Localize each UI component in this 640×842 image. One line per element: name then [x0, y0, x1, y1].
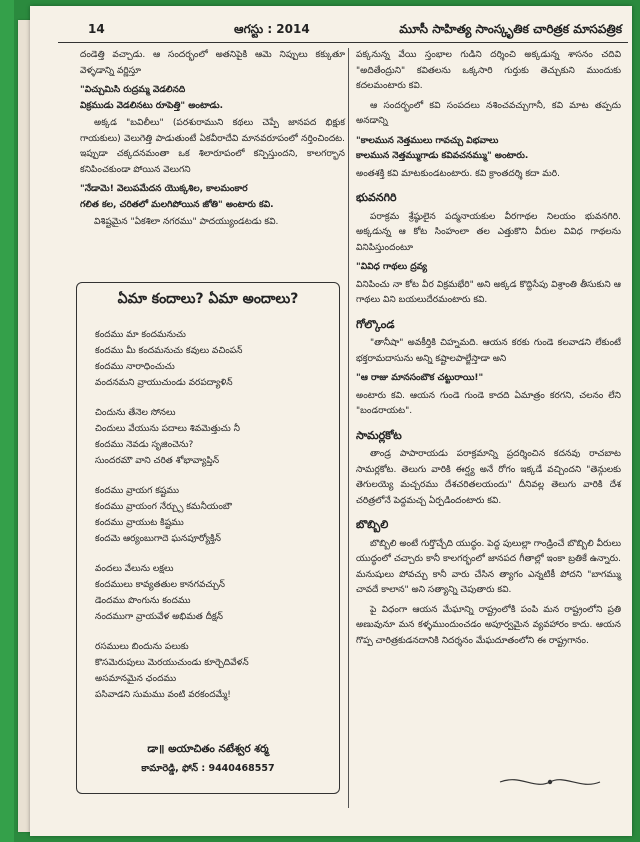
- poem-line: సుందరమౌ వాని చరిత శోభావ్యాప్తిన్: [95, 456, 220, 466]
- paragraph: దండెత్తి వచ్చాడు. ఆ సందర్భంలో అతనిపైకి ఆమె నిప్పులు కక్కుతూ వెళ్ళడాన్ని వర్ణిస్తూ: [80, 50, 345, 76]
- section-text: పరాక్రమ శ్రేష్ఠులైన పద్మనాయకుల వీరగాథల నిలయం భువనగిరి. అక్కడున్న ఆ కోట సింహంలా తల ఎత్తుకొని వీరుల వివిధ గాథలను వినిపిస్తుందంటూ: [356, 211, 621, 253]
- poem-line: పసివాడని సుమము వంటి వరకందమ్మే!: [95, 690, 231, 700]
- verse-line: "విచ్చుమిసి రుద్రమ్మ వెడలినది: [80, 85, 186, 95]
- verse-quote: [80, 182, 345, 213]
- left-column: [80, 48, 345, 235]
- poem-line: వందనమని వ్రాయుచుండు వరపద్యాళిన్: [95, 378, 233, 388]
- poem-line: కందము నారాధించుచు: [95, 362, 175, 372]
- poem-box: [76, 282, 340, 794]
- poem-line: డెందము పొంగును కందము: [95, 596, 191, 606]
- poem-stanza: [95, 561, 331, 625]
- verse-line: "నేడామె! వెలుపమేదన యొక్కశిల, కాలమంకార: [80, 184, 248, 194]
- poem-line: వందలు వేలును లక్షలు: [95, 564, 174, 574]
- section-text: బొబ్బిలి అంటే గుర్తొచ్చేది యుద్ధం. పెద్ద పులుల్లా గాండ్రించే బొబ్బిలి వీరులు యుద్ధంలో చచ్చారు కానీ కాలగర్భంలో జానపద గీతాల్లో ఇంకా బ్రతికే ఉన్నారు. మనుషులు పోవచ్చు కానీ వారు చేసిన త్యాగం ఎన్నటికీ పోదని "బాగమ్ము చావదే కాలాన" అని సత్యాన్ని చెపుతారు కవి.: [356, 538, 621, 595]
- green-binding-strip: [0, 0, 14, 842]
- page-header: [58, 20, 628, 43]
- poem-line: కొసమెరుపులు మెరయుచుండు కూర్చెదివేళన్: [95, 658, 249, 668]
- poem-line: కందము వ్రాయుట కిష్టము: [95, 518, 184, 528]
- section-text: "తానీషా" అవకీర్తికి చిహ్నమది. ఆయన కరకు గుండె కలవాడని లేకుంటే భక్తరామదాసును అన్ని కష్టాలపాల్జేస్తాడా అని: [356, 338, 621, 364]
- paragraph: విశిష్టమైన "ఏకశిలా నగరము" పాదయ్యుండటడు కవి.: [94, 217, 279, 227]
- verse-line: గలిత కల, చరితలో మలగిపోయిన జోతి" అంటారు కవి.: [80, 199, 274, 210]
- verse-quote: [80, 83, 345, 114]
- poem-title: ఏమా కందాలు? ఏమా అందాలు?: [117, 291, 299, 307]
- poem-line: కందము మా కందమనుచు: [95, 330, 186, 340]
- section-heading: గోల్కొండ: [356, 317, 395, 331]
- poem-line: కందము వ్రాయగ కష్టము: [95, 486, 179, 496]
- page-number: 14: [88, 22, 105, 36]
- poem-line: నందముగా వ్రాయవేళ అభిమత దీక్షన్: [95, 612, 223, 622]
- issue-date: ఆగస్టు : 2014: [234, 22, 310, 36]
- poem-stanza: [95, 639, 331, 703]
- poem-line: కందమె ఆర్యంబుగాదె ఘనపూర్యోక్తిన్: [95, 534, 221, 544]
- right-column: [356, 48, 621, 653]
- poem-author: డా॥ అయాచితం నటేశ్వర శర్మ: [147, 743, 269, 755]
- verse-quote: [356, 134, 621, 165]
- poem-line: కందము నెవడు సృజించెను?: [95, 440, 194, 450]
- poem-line: రసములు బిందును పలుకు: [95, 642, 189, 652]
- poem-line: కందము వ్రాయంగ నేర్చ్చు కమనీయంబౌ: [95, 502, 232, 512]
- section-text: వినిపించు నా కోట వీర విక్రమభేరి" అని అక్కడ కొద్దిసేపు విశ్రాంతి తీసుకుని ఆ గాథలు విని బయలుదేరమంటారు కవి.: [356, 279, 621, 305]
- poem-stanza: [95, 405, 331, 469]
- poem-stanza: [95, 327, 331, 391]
- ornament-flourish-icon: [495, 772, 605, 792]
- poem-line: అసమానమైన ఛందము: [95, 674, 177, 684]
- section-heading: సామర్లకోట: [356, 428, 402, 442]
- poem-line: చిందును తేనెల సోనలు: [95, 408, 176, 418]
- section-text: తాండ్ర పాపారాయడు పరాక్రమాన్ని ప్రదర్శించిన కదనవు రాచబాట సామర్లకోట. తెలుగు వారికి ఈర్ష్య అనే రోగం ఇక్కడే వచ్చిందని "తెన్గులకు తెగులయ్యె మచ్చరము దేశచరితలయందు" దీనివల్ల తెలుగు వారికి దేశ చరిత్రలోనే పెద్దమచ్చ ఏర్పడిందంటారు కవి.: [356, 449, 621, 506]
- paragraph: అంతశక్తి కవి మాటకుండటంటారు. కవి క్రాంతదర్శి కదా మరి.: [356, 168, 560, 179]
- column-divider: [348, 48, 349, 808]
- magazine-title: మూసీ సాహిత్య సాంస్కృతిక చారిత్రక మాసపత్రిక: [399, 22, 622, 36]
- verse-line: "కాలమున నెత్తములు గావచ్చు విభవాలు: [356, 135, 499, 146]
- poem-line: కందములు కావ్యతతుల కానగవచ్చున్: [95, 580, 225, 590]
- closing-paragraph: పై విధంగా ఆయన మేఘాన్ని రాష్ట్రంలోకి పంపి మన రాష్ట్రంలోని ప్రతి అణువునూ మన కళ్ళముందుంచడం అపూర్వమైన వ్యవహారం కాదు. ఆయన గొప్ప చారిత్రకుడనదానికి నిదర్శనం మేఘదూతంలోని ఈ రాష్ట్రగానం.: [356, 604, 621, 646]
- paragraph: అక్కడ "బవిలీలు" (పరశురాముని కథలు చెప్పే జానపద భిక్షుక గాయకులు) వెలుగెత్తి పాడుతుంటే ఏకవీరాదేవి మానవరూపంలో నర్తించిందట. ఇప్పుడా చక్కదనమంతా ఒక శిలారూపంలో కన్పిస్తుందని, కాలగర్భాన కనిపించకుండా పోయిన వెలుగని: [80, 118, 345, 175]
- author-contact: కామారెడ్డి, ఫోన్ : 9440468557: [141, 763, 275, 774]
- verse-quote: "ఆ రాజు మానసంబౌక చట్టురాయి!": [356, 373, 484, 383]
- paragraph: పక్కనున్న వేయి స్తంభాల గుడిని దర్శించి అక్కడున్న శాసనం చదివి "అదితేంద్రుని" కవితలను ఒక్కసారి గుర్తుకు తెచ్చుకుని ముందుకు కదలమంటారు కవి.: [356, 50, 621, 91]
- verse-quote: "వివిధ గాథలు ద్రవ్య: [356, 262, 428, 272]
- poem-stanza: [95, 483, 331, 547]
- verse-line: కాలమున నెత్తమ్ముగాడు కవివచనమ్ము" అంటారు.: [356, 151, 529, 161]
- poem-line: చిందులు వేయును పదాలు శివమెత్తుచు నీ: [95, 424, 240, 434]
- section-heading: బొబ్బిలి: [356, 518, 389, 531]
- section-heading: భువనగిరి: [356, 191, 397, 204]
- poem-stanzas: [95, 327, 331, 717]
- paragraph: ఆ సందర్భంలో కవి సంపదలు నశించవచ్చుగానీ, కవి మాట తప్పదు అనడాన్ని: [356, 100, 621, 126]
- verse-line: విక్రముడు వెడలినటు రూపెత్తి" అంటాడు.: [80, 100, 223, 111]
- section-text: అంటారు కవి. ఆయన గుండె గుండె కాదది ఏమాత్రం కరగని, చలనం లేని "బండరాయట".: [356, 390, 621, 416]
- poem-line: కందము మీ కందమనుచు కవులు వచింపన్: [95, 346, 243, 356]
